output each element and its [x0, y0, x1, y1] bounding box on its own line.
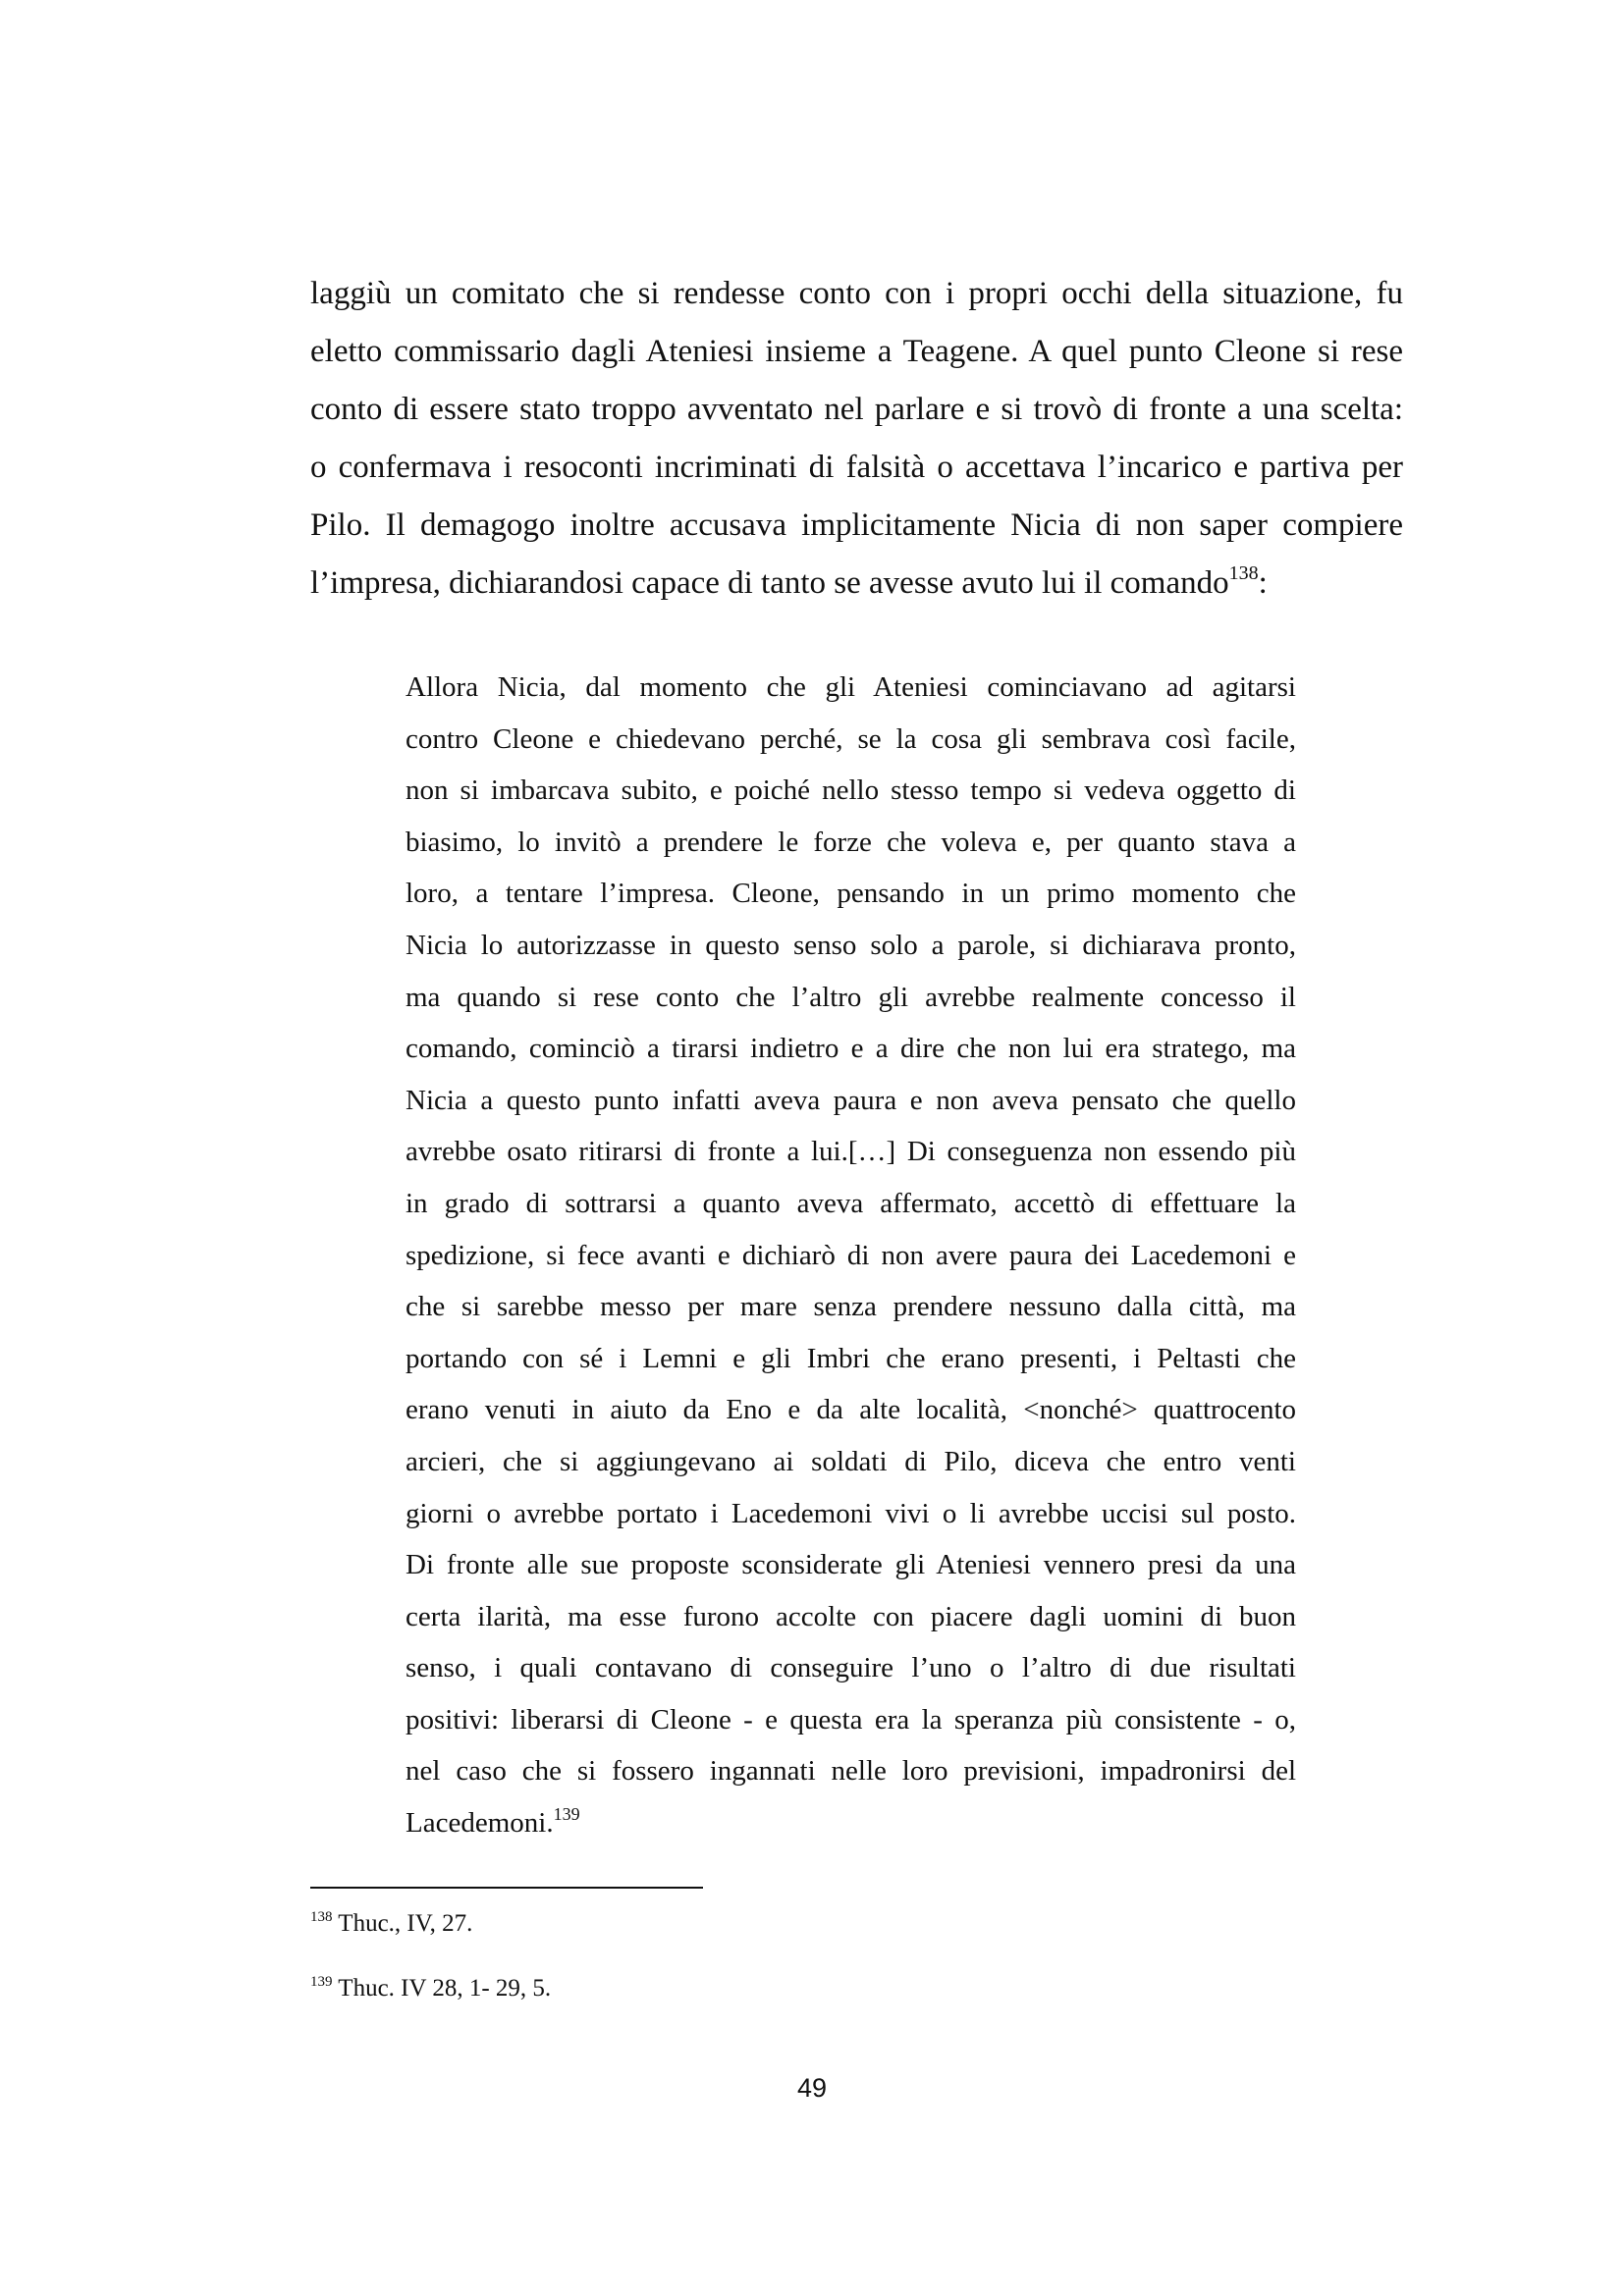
page-number: 49: [796, 2073, 828, 2103]
footnote-number: 138: [310, 1909, 333, 1925]
quote-line: nel caso che si fossero ingannati nelle loro previsioni, impadronirsi del: [406, 1755, 1296, 1788]
quote-line: erano venuti in aiuto da Eno e da alte località, <nonché> quattrocento: [406, 1394, 1296, 1426]
quote-line: certa ilarità, ma esse furono accolte con piacere dagli uomini di buon: [406, 1600, 1296, 1632]
quote-line: arcieri, che si aggiungevano ai soldati di Pilo, diceva che entro venti: [406, 1445, 1296, 1477]
block-quote: [406, 662, 1296, 1849]
quote-line: Allora Nicia, dal momento che gli Ateniesi cominciavano ad agitarsi: [406, 671, 1296, 703]
quote-line: senso, i quali contavano di conseguire l’uno o l’altro di due risultati: [406, 1652, 1296, 1684]
footnote-number: 139: [310, 1974, 333, 1990]
quote-line-last: [406, 1797, 1296, 1849]
quote-line-text: Lacedemoni.: [406, 1807, 554, 1840]
body-line-last: [310, 555, 1403, 613]
quote-line: comando, cominciò a tirarsi indietro e a dire che non lui era stratego, ma: [406, 1033, 1296, 1065]
quote-line: ma quando si rese conto che l’altro gli avrebbe realmente concesso il: [406, 981, 1296, 1013]
quote-line: in grado di sottrarsi a quanto aveva affermato, accettò di effettuare la: [406, 1187, 1296, 1219]
quote-line: loro, a tentare l’impresa. Cleone, pensando in un primo momento che: [406, 878, 1296, 910]
quote-line: che si sarebbe messo per mare senza prendere nessuno dalla città, ma: [406, 1291, 1296, 1323]
footnote-ref-138: 138: [1228, 562, 1259, 584]
quote-line: biasimo, lo invitò a prendere le forze che voleva e, per quanto stava a: [406, 826, 1296, 858]
quote-line: Di fronte alle sue proposte sconsiderate gli Ateniesi vennero presi da una: [406, 1549, 1296, 1581]
quote-line: Nicia lo autorizzasse in questo senso solo a parole, si dichiarava pronto,: [406, 929, 1296, 961]
footnote-text: Thuc. IV 28, 1- 29, 5.: [332, 1975, 552, 2002]
body-line: laggiù un comitato che si rendesse conto con i propri occhi della situazione, fu: [310, 276, 1403, 311]
body-line: eletto commissario dagli Ateniesi insieme a Teagene. A quel punto Cleone si rese: [310, 334, 1403, 369]
quote-line: spedizione, si fece avanti e dichiarò di non avere paura dei Lacedemoni e: [406, 1239, 1296, 1271]
quote-line: positivi: liberarsi di Cleone - e questa era la speranza più consistente - o,: [406, 1703, 1296, 1735]
body-line: conto di essere stato troppo avventato nel parlare e si trovò di fronte a una scelta:: [310, 392, 1403, 427]
footnote-138: [310, 1908, 472, 1940]
footnote-separator: [310, 1887, 703, 1889]
quote-line: non si imbarcava subito, e poiché nello stesso tempo si vedeva oggetto di: [406, 774, 1296, 807]
body-line: o confermava i resoconti incriminati di falsità o accettava l’incarico e partiva per: [310, 450, 1403, 485]
body-line-text: l’impresa, dichiarandosi capace di tanto se avesse avuto lui il comando: [310, 565, 1229, 601]
body-line-punctuation: :: [1258, 565, 1268, 601]
quote-line: Nicia a questo punto infatti aveva paura e non aveva pensato che quello: [406, 1084, 1296, 1116]
footnote-text: Thuc., IV, 27.: [332, 1910, 473, 1937]
body-paragraph: [310, 265, 1403, 613]
body-line: Pilo. Il demagogo inoltre accusava implicitamente Nicia di non saper compiere: [310, 507, 1403, 543]
quote-line: giorni o avrebbe portato i Lacedemoni vivi o li avrebbe uccisi sul posto.: [406, 1497, 1296, 1529]
quote-line: portando con sé i Lemni e gli Imbri che erano presenti, i Peltasti che: [406, 1342, 1296, 1374]
footnote-ref-139: 139: [553, 1804, 580, 1825]
quote-line: contro Cleone e chiedevano perché, se la cosa gli sembrava così facile,: [406, 722, 1296, 755]
quote-line: avrebbe osato ritirarsi di fronte a lui.[…] Di conseguenza non essendo più: [406, 1136, 1296, 1168]
footnote-139: [310, 1973, 551, 2004]
